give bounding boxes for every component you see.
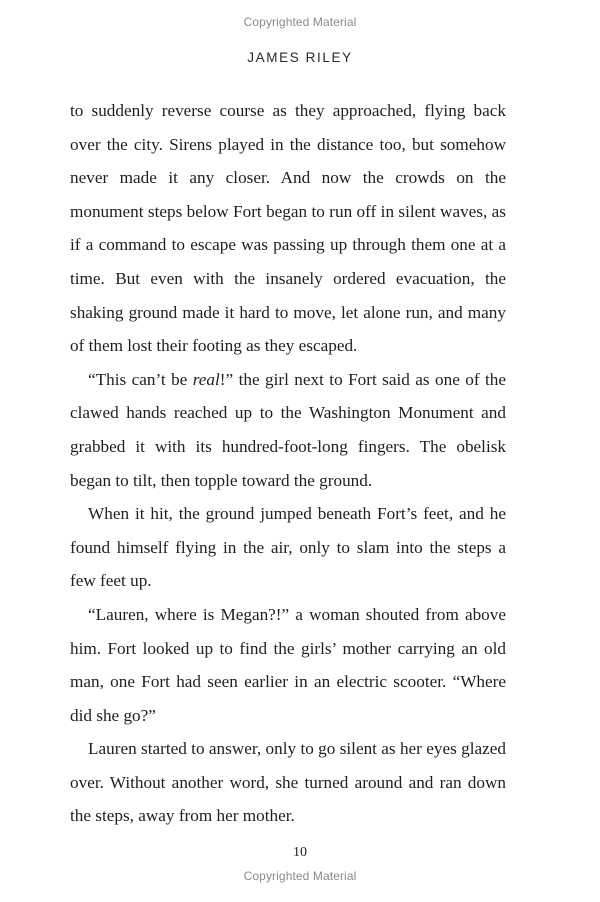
paragraph-5: Lauren started to answer, only to go silent as her eyes glazed over. Without another word, she turned around and ran down the steps, away from her mother.	[70, 739, 506, 826]
copyright-watermark-bottom: Copyrighted Material	[243, 869, 357, 883]
copyright-watermark-top: Copyrighted Material	[243, 15, 357, 29]
paragraph-2-emphasis: real	[192, 369, 220, 389]
running-head-author: JAMES RILEY	[247, 50, 353, 65]
paragraph-1: to suddenly reverse course as they approached, flying back over the city. Sirens played in the distance too, but somehow never made it any closer. And now the crowds on the monument steps below Fort began to run off in silent waves, as if a command to escape was passing up through them one at a time. But even with the insanely ordered evacuation, the shaking ground made it hard to move, let alone run, and many of them lost their footing as they escaped.	[70, 101, 506, 356]
paragraph-2-start: “This can’t be	[88, 369, 193, 389]
paragraph-2	[70, 363, 506, 497]
body-text	[70, 94, 506, 833]
paragraph-3: When it hit, the ground jumped beneath Fort’s feet, and he found himself flying in the air, only to slam into the steps a few feet up.	[70, 504, 506, 591]
page-number: 10	[293, 845, 307, 860]
paragraph-2-end: !” the girl next to Fort said as one of the clawed hands reached up to the Washington Monument and grabbed it with its hundred-foot-long fingers. The obelisk began to tilt, then topple toward the ground.	[70, 369, 507, 490]
paragraph-4: “Lauren, where is Megan?!” a woman shouted from above him. Fort looked up to find the girls’ mother carrying an old man, one Fort had seen earlier in an electric scooter. “Where did she go?”	[70, 604, 506, 725]
